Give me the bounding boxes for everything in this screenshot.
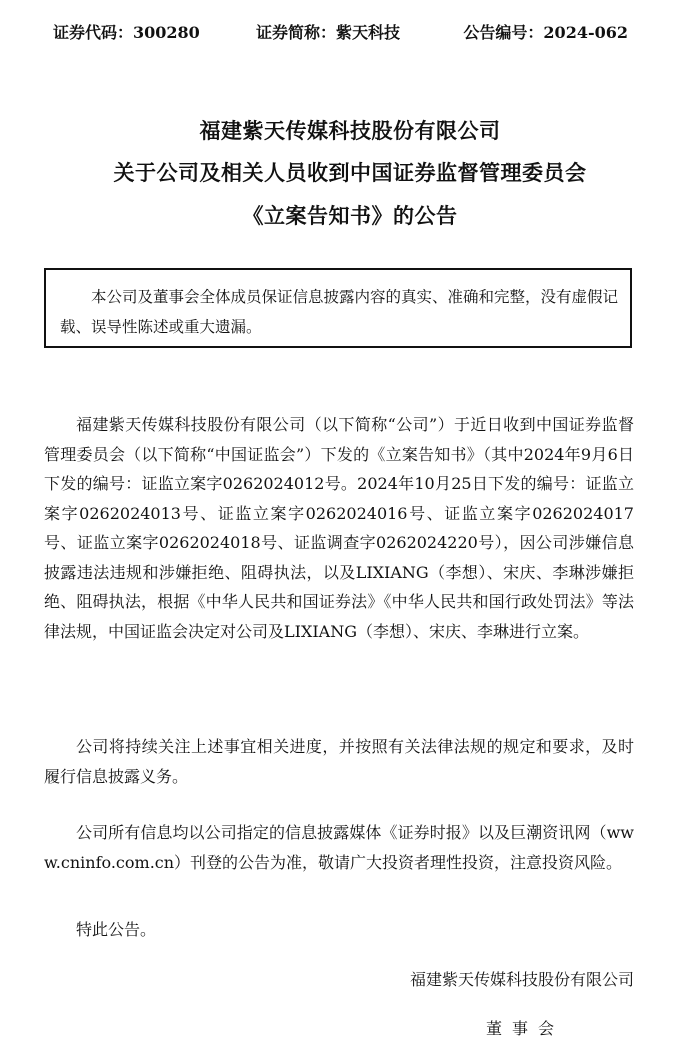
title-document: 《立案告知书》的公告 bbox=[242, 203, 458, 228]
signature-company: 福建紫天传媒科技股份有限公司 bbox=[409, 970, 634, 989]
paragraph-media: 公司所有信息均以公司指定的信息披露媒体《证券时报》以及巨潮资讯网（www.cninfo.com.cn）刊登的公告为准，敬请广大投资者理性投资，注意投资风险。 bbox=[44, 823, 634, 872]
paragraph-follow-up: 公司将持续关注上述事宜相关进度，并按照有关法律法规的规定和要求，及时履行信息披露义务。 bbox=[44, 737, 634, 786]
document-header bbox=[0, 20, 700, 46]
title-subject: 关于公司及相关人员收到中国证券监督管理委员会 bbox=[113, 160, 587, 185]
stock-abbreviation: 证券简称：紫天科技 bbox=[256, 23, 401, 42]
paragraph-case-filing: 福建紫天传媒科技股份有限公司（以下简称“公司”）于近日收到中国证券监督管理委员会（以下简称“中国证监会”）下发的《立案告知书》（其中2024年9月6日下发的编号：证监立案字0262024012号。2024年10月25日下发的编号：证监立案字0262024013号、证监立案字0262024016号、证监立案字0262024017号、证监立案字0262024018号、证监调查字0262024220号），因公司涉嫌信息披露违法违规和涉嫌拒绝、阻碍执法，以及LIXIANG（李想）、宋庆、李琳涉嫌拒绝、阻碍执法，根据《中华人民共和国证券法》《中华人民共和国行政处罚法》等法律法规，中国证监会决定对公司及LIXIANG（李想）、宋庆、李琳进行立案。 bbox=[44, 415, 634, 641]
disclosure-notice-box: 本公司及董事会全体成员保证信息披露内容的真实、准确和完整，没有虚假记载、误导性陈述或重大遗漏。 bbox=[44, 268, 632, 348]
title-company: 福建紫天传媒科技股份有限公司 bbox=[199, 118, 501, 143]
signature-board: 董事会 bbox=[485, 1019, 564, 1038]
announcement-number: 公告编号：2024-062 bbox=[463, 23, 628, 42]
paragraph-closing: 特此公告。 bbox=[76, 920, 157, 939]
stock-code: 证券代码：300280 bbox=[53, 23, 200, 42]
